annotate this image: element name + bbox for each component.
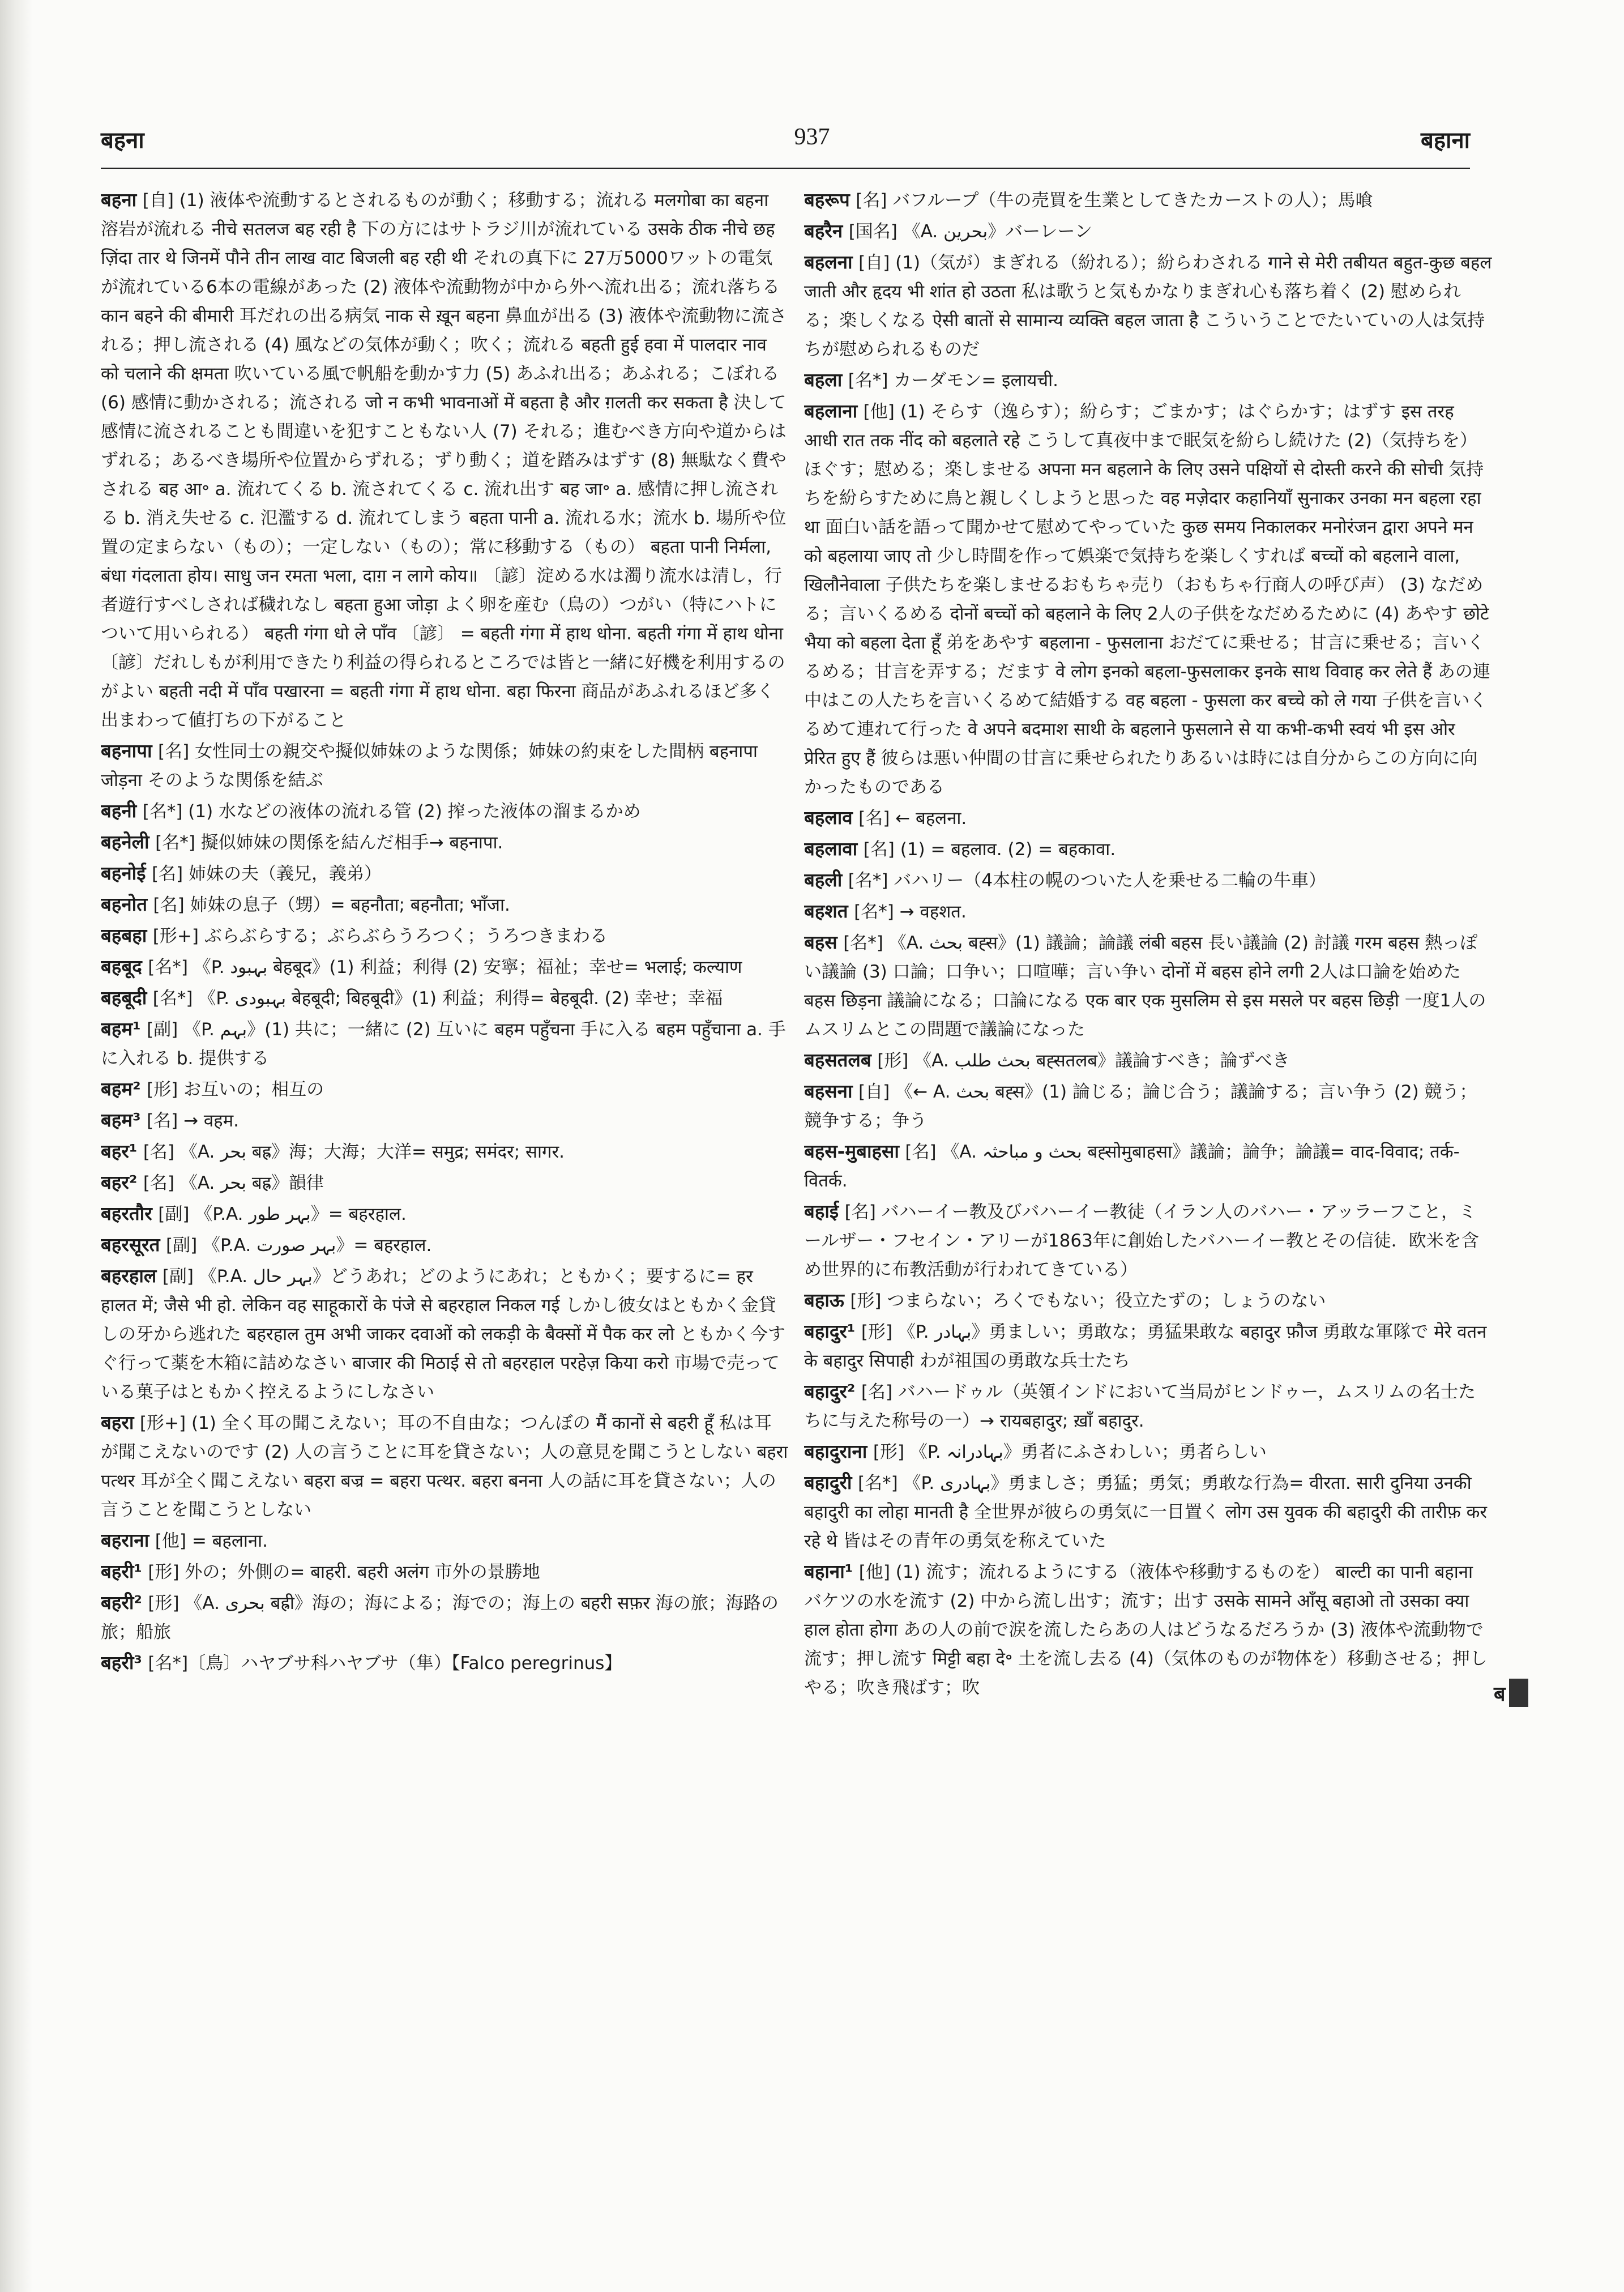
entry-definition: [形] お互いの；相互の <box>147 1079 324 1100</box>
dictionary-entry <box>101 1409 789 1524</box>
dictionary-entry <box>101 1557 789 1586</box>
entry-definition: [名*]〔鳥〕ハヤブサ科ハヤブサ（隼）【Falco peregrinus】 <box>148 1653 622 1674</box>
dictionary-entry <box>804 804 1492 833</box>
dictionary-entry <box>804 1469 1492 1555</box>
dictionary-entry <box>804 897 1492 926</box>
entry-definition: [副] 《P.A. بہر حال》どうあれ；どのようにあれ；ともかく；要するに= हर हालत में; जैसे भी हो. लेकिन वह साहूकारों के पंजे से बहरहाल निकल गई しかし彼女はともかく金貸しの牙から逃れた बहरहाल तुम अभी जाकर दवाओं को लकड़ी के बैक्सों में पैक कर लो ともかく今すぐ行って薬を木箱に詰めなさい बाजार की मिठाई से तो बहरहाल परहेज़ किया करो 市場で売っている菓子はともかく控えるようにしなさい <box>101 1266 785 1402</box>
entry-definition: [形] 《P. بہادر》勇ましい；勇敢な；勇猛果敢な बहादुर फ़ौज 勇敢な軍隊で मेरे वतन के बहादुर सिपाही わが祖国の勇敢な兵士たち <box>804 1322 1487 1371</box>
entry-headword: बहसना <box>804 1080 853 1102</box>
entry-headword: बहम² <box>101 1078 141 1100</box>
entry-headword: बहसतलब <box>804 1049 871 1071</box>
entry-headword: बहनापा <box>101 740 152 762</box>
entry-definition: [副] 《P.A. بہر طور》= बहरहाल. <box>158 1204 407 1224</box>
entry-headword: बहर² <box>101 1171 138 1193</box>
thumb-index-tab <box>1494 1678 1528 1708</box>
dictionary-entry <box>101 1262 789 1406</box>
dictionary-entry <box>101 1231 789 1260</box>
entry-definition: [名*] 《P. بہبود बेहबूद》(1) 利益；利得 (2) 安寧；福祉；幸せ= भलाई; कल्याण <box>148 957 742 978</box>
entry-definition: [名*] 《A. بحث बह्स》(1) 議論；論議 लंबी बहस 長い議論 (2) 討議 गरम बहस 熱っぽい議論 (3) 口論；口争い；口喧嘩；言い争い दोनों में बहस होने लगी 2人は口論を始めた बहस छिड़ना 議論になる；口論になる एक बार एक मुसलिम से इस मसले पर बहस छिड़ी 一度1人のムスリムとこの問題で議論になった <box>804 933 1486 1040</box>
entry-definition: [名] 女性同士の親交や擬似姉妹のような関係；姉妹の約束をした間柄 बहनापा जोड़ना そのような関係を結ぶ <box>101 741 758 791</box>
left-column <box>101 186 789 2259</box>
dictionary-entry <box>101 953 789 981</box>
dictionary-entry <box>804 397 1492 801</box>
entry-headword: बहर¹ <box>101 1140 138 1162</box>
entry-definition: [他] (1) 流す；流れるようにする（液体や移動するものを） बाल्टी का पानी बहाना バケツの水を流す (2) 中から流し出す；流す；出す उसके सामने आँसू बहाओ तो उसका क्या हाल होता होगा あの人の前で涙を流したらあの人はどうなるだろうか (3) 液体や流動物で流す；押し流す मिट्टी बहा दे॰ 土を流し去る (4)（気体のものが物体を）移動させる；押しやる；吹き飛ばす；吹 <box>804 1562 1488 1698</box>
page-number: 937 <box>794 124 830 150</box>
entry-definition: [副] 《P. بہم》(1) 共に；一緒に (2) 互いに बहम पहुँचना 手に入る बहम पहुँचाना a. 手に入れる b. 提供する <box>101 1019 786 1069</box>
dictionary-entry <box>804 1046 1492 1075</box>
dictionary-entry <box>101 1200 789 1228</box>
dictionary-entry <box>804 928 1492 1044</box>
thumb-index-letter: ब <box>1494 1682 1506 1706</box>
dictionary-entry <box>804 1317 1492 1375</box>
entry-headword: बहादुरी <box>804 1471 852 1493</box>
dictionary-entry <box>101 186 789 735</box>
right-guide-word: बहाना <box>1421 127 1470 153</box>
entry-headword: बहाऊ <box>804 1289 844 1311</box>
entry-headword: बहलावा <box>804 838 858 860</box>
entry-definition: [国名] 《A. بحرین》バーレーン <box>848 221 1092 242</box>
entry-headword: बहरूप <box>804 189 850 211</box>
entry-headword: बहरी² <box>101 1591 142 1614</box>
header-rule <box>101 168 1470 169</box>
binding-shadow <box>0 0 33 2292</box>
entry-definition: [名] バハードゥル（英領インドにおいて当局がヒンドゥー，ムスリムの名士たちに与えた称号の一）→ रायबहादुर; ख़ाँ बहादुर. <box>804 1382 1476 1431</box>
entry-headword: बहनोत <box>101 893 148 915</box>
dictionary-entry <box>804 366 1492 395</box>
entry-headword: बहस-मुबाहसा <box>804 1140 899 1162</box>
entry-definition: [自] (1) 液体や流動するとされるものが動く；移動する；流れる मलगोबा का बहना 溶岩が流れる नीचे सतलज बह रही है 下の方にはサトラジ川が流れている उसके ठीक नीचे छह ज़िंदा तार थे जिनमें पौने तीन लाख वाट बिजली बह रही थी それの真下に 27万5000ワットの電気が流れている6本の電線があった (2) 液体や流動物が中から外へ流れ出る；流れ落ちる कान बहने की बीमारी 耳だれの出る病気 नाक से ख़ून बहना 鼻血が出る (3) 液体や流動物に流される；押し流される (4) 風などの気体が動く；吹く；流れる बहती हुई हवा में पालदार नाव को चलाने की क्षमता 吹いている風で帆船を動かす力 (5) あふれ出る；あふれる；こぼれる (6) 感情に動かされる；流される जो न कभी भावनाओं में बहता है और ग़लती कर सकता है 決して感情に流されることも間違いを犯すこともない人 (7) それる；進むべき方向や道からはずれる；あるべき場所や位置からずれる；ずり動く；道を踏みはずす (8) 無駄なく費やされる बह आ॰ a. 流れてくる b. 流されてくる c. 流れ出す बह जा॰ a. 感情に押し流される b. 消え失せる c. 氾濫する d. 流れてしまう बहता पानी a. 流れる水；流水 b. 場所や位置の定まらない（もの）；一定しない（もの）；常に移動する（もの） बहता पानी निर्मला, बंधा गंदलाता होय। साधु जन रमता भला, दाग़ न लागे कोय॥ 〔諺〕淀める水は濁り流水は清し，行者遊行すべしされば穢れなし बहता हुआ जोड़ा よく卵を産む（鳥の）つがい（特にハトについて用いられる） बहती गंगा धो ले पाँव 〔諺〕 = बहती गंगा में हाथ धोना. बहती गंगा में हाथ धोना 〔諺〕だれしもが利用できたり利益の得られるところでは皆と一緒に好機を利用するのがよい बहती नदी में पाँव पखारना = बहती गंगा में हाथ धोना. बहा फिरना 商品があふれるほど多く出まわって値打ちの下がること <box>101 190 787 731</box>
dictionary-entry <box>101 1649 789 1678</box>
entry-headword: बहरहाल <box>101 1265 157 1287</box>
entry-definition: [副] 《P.A. بہر صورت》= बहरहाल. <box>165 1235 432 1256</box>
entry-headword: बहनोई <box>101 862 146 884</box>
left-guide-word: बहना <box>101 127 144 153</box>
entry-definition: [名*] カーダモン= इलायची. <box>848 370 1058 391</box>
dictionary-entry <box>804 248 1492 364</box>
dictionary-entry <box>101 1589 789 1646</box>
entry-definition: [名] ← बहलना. <box>858 808 967 829</box>
entry-definition: [他] (1) そらす（逸らす）；紛らす；ごまかす；はぐらかす；はずす इस तरह आधी रात तक नींद को बहलाते रहे こうして真夜中まで眠気を紛らし続けた (2)（気持ちを）ほぐす；慰める；楽しませる अपना मन बहलाने के लिए उसने पक्षियों से दोस्ती करने की सोची 気持ちを紛らすために鳥と親しくしようと思った वह मज़ेदार कहानियाँ सुनाकर उनका मन बहला रहा था 面白い話を語って聞かせて慰めてやっていた कुछ समय निकालकर मनोरंजन द्वारा अपने मन को बहलाया जाए तो 少し時間を作って娯楽で気持ちを楽しくすれば बच्चों को बहलाने वाला, खिलौनेवाला 子供たちを楽しませるおもちゃ売り（おもちゃ行商人の呼び声） (3) なだめる；言いくるめる दोनों बच्चों को बहलाने के लिए 2人の子供をなだめるために (4) あやす छोटे भैया को बहला देता हूँ 弟をあやす बहलाना - फुसलाना おだてに乗せる；甘言に乗せる；言いくるめる；甘言を弄する；だます वे लोग इनको बहला-फुसलाकर इनके साथ विवाह कर लेते हैं あの連中はこの人たちを言いくるめて結婚する वह बहला - फुसला कर बच्चे को ले गया 子供を言いくるめて連れて行った वे अपने बदमाश साथी के बहलाने फुसलाने से या कभी-कभी स्वयं भी इस ओर प्रेरित हुए हैं 彼らは悪い仲間の甘言に乗せられたりあるいは時には自分からこの方向に向かったものである <box>804 402 1490 797</box>
dictionary-entry <box>101 1015 789 1073</box>
entry-headword: बहरी¹ <box>101 1560 142 1582</box>
dictionary-entry <box>101 1106 789 1135</box>
entry-headword: बहबहा <box>101 924 147 946</box>
right-column <box>804 186 1492 2259</box>
dictionary-entry <box>804 835 1492 864</box>
dictionary-entry <box>804 1437 1492 1466</box>
dictionary-entry <box>101 984 789 1013</box>
entry-headword: बहली <box>804 869 843 891</box>
entry-definition: [名*] 擬似姉妹の関係を結んだ相手→ बहनापा. <box>155 833 503 853</box>
entry-headword: बहबूदी <box>101 987 147 1009</box>
entry-headword: बहादुराना <box>804 1440 867 1462</box>
dictionary-entry <box>101 859 789 888</box>
entry-definition: [名] 姉妹の夫（義兄，義弟） <box>151 864 382 884</box>
dictionary-entry <box>101 1137 789 1166</box>
entry-headword: बहलना <box>804 251 853 273</box>
entry-headword: बहरैन <box>804 220 843 242</box>
entry-definition: [形] 《P. بہادرانہ》勇者にふさわしい；勇者らしい <box>873 1442 1267 1462</box>
dictionary-entry <box>804 866 1492 895</box>
entry-headword: बहरसूरत <box>101 1234 160 1256</box>
entry-definition: [名] バハーイー教及びバハーイー教徒（イラン人のバハー・アッラーフこと，ミールザー・フセイン・アリーが1863年に創始したバハーイー教とその信徒．欧米を含め世界的に布教活動が行われてきている） <box>804 1202 1479 1280</box>
entry-headword: बहबूद <box>101 955 142 978</box>
dictionary-entry <box>804 1377 1492 1435</box>
dictionary-entry <box>804 1557 1492 1702</box>
entry-headword: बहनेली <box>101 831 149 853</box>
entry-definition: [名*] 《P. بہبودی बेहबूदी; बिहबूदी》(1) 利益；利得= बेहबूदी. (2) 幸せ；幸福 <box>152 988 723 1009</box>
dictionary-entry <box>101 828 789 857</box>
entry-headword: बहम¹ <box>101 1018 141 1040</box>
thumb-index-marker <box>1509 1679 1528 1707</box>
entry-definition: [形+] ぶらぶらする；ぶらぶらうろつく；うろつきまわる <box>152 926 608 946</box>
entry-headword: बहनी <box>101 800 137 822</box>
dictionary-entry <box>101 1526 789 1555</box>
dictionary-entry <box>101 921 789 950</box>
entry-headword: बहाना¹ <box>804 1560 853 1582</box>
entry-definition: [自] 《← A. بحث बह्स》(1) 論じる；論じ合う；議論する；言い争う (2) 競う；競争する；争う <box>804 1082 1477 1131</box>
entry-headword: बहला <box>804 369 843 391</box>
entry-definition: [形+] (1) 全く耳の聞こえない；耳の不自由な；つんぼの मैं कानों से बहरी हूँ 私は耳が聞こえないのです (2) 人の言うことに耳を貸さない；人の意見を聞こうとしない बहरा पत्थर 耳が全く聞こえない बहरा बज्र = बहरा पत्थर. बहरा बनना 人の話に耳を貸さない；人の言うことを聞こうとしない <box>101 1413 788 1520</box>
entry-definition: [名*] バハリー（4本柱の幌のついた人を乗せる二輪の牛車） <box>848 870 1327 891</box>
entry-definition: [名*] (1) 水などの液体の流れる管 (2) 搾った液体の溜まるかめ <box>142 801 641 822</box>
entry-definition: [自] (1)（気が）まぎれる（紛れる）；紛らわされる गाने से मेरी तबीयत बहुत-कुछ बहल जाती और हृदय भी शांत हो उठता 私は歌うと気もかなりまぎれ心も落ち着く (2) 慰められる；楽しくなる ऐसी बातों से सामान्य व्यक्ति बहल जाता है こういうことでたいていの人は気持ちが慰められるものだ <box>804 253 1492 360</box>
entry-definition: [名] 姉妹の息子（甥）= बहनौता; बहनौता; भाँजा. <box>153 895 510 915</box>
entry-headword: बहरी³ <box>101 1651 142 1674</box>
dictionary-entry <box>101 890 789 919</box>
dictionary-entry <box>804 1077 1492 1135</box>
entry-headword: बहादुर¹ <box>804 1320 856 1342</box>
entry-definition: [形] つまらない；ろくでもない；役立たずの；しょうのない <box>850 1291 1326 1311</box>
entry-definition: [名] 《A. بحر बह्र》海；大海；大洋= समुद्र; समंदर; सागर. <box>143 1142 565 1162</box>
entry-headword: बहस <box>804 931 837 953</box>
dictionary-entry <box>101 1075 789 1104</box>
entry-definition: [名] 《A. بحث و مباحثہ बह्सोमुबाहसा》議論；論争；論議= वाद-विवाद; तर्क-वितर्क. <box>804 1142 1460 1191</box>
entry-headword: बहादुर² <box>804 1380 856 1402</box>
entry-definition: [名*] → वहशत. <box>854 902 967 922</box>
entry-definition: [名] 《A. بحر बह्र》韻律 <box>143 1173 324 1193</box>
dictionary-entry <box>101 1168 789 1197</box>
entry-headword: बहशत <box>804 900 848 922</box>
entry-definition: [形] 《A. بحری बह्री》海の；海による；海での；海上の बहरी सफ़र 海の旅；海路の旅；船旅 <box>101 1593 779 1642</box>
entry-headword: बहरा <box>101 1411 134 1433</box>
entry-headword: बहाई <box>804 1200 839 1222</box>
entry-definition: [形] 外の；外側の= बाहरी. बहरी अलंग 市外の景勝地 <box>148 1562 540 1582</box>
dictionary-entry <box>804 186 1492 215</box>
entry-headword: बहना <box>101 189 137 211</box>
entry-headword: बहरतौर <box>101 1202 152 1224</box>
entry-headword: बहलाना <box>804 400 858 422</box>
entry-definition: [名] バフループ（牛の売買を生業としてきたカーストの人）；馬喰 <box>856 190 1373 211</box>
entry-headword: बहम³ <box>101 1109 141 1131</box>
entry-headword: बहलाव <box>804 806 853 829</box>
entry-definition: [形] 《A. بحث طلب बह्सतलब》議論すべき；論ずべき <box>877 1051 1290 1071</box>
dictionary-entry <box>101 737 789 795</box>
dictionary-entry <box>804 1137 1492 1195</box>
dictionary-entry <box>101 797 789 826</box>
entry-definition: [名*] 《P. بہادری》勇ましさ；勇猛；勇気；勇敢な行為= वीरता. सारी दुनिया उनकी बहादुरी का लोहा मानती है 全世界が彼らの勇気に一目置く लोग उस युवक की बहादुरी की तारीफ़ कर रहे थे 皆はその青年の勇気を称えていた <box>804 1473 1488 1551</box>
entry-definition: [名] → वहम. <box>147 1111 240 1131</box>
dictionary-entry <box>804 1197 1492 1284</box>
entry-headword: बहराना <box>101 1529 149 1551</box>
dictionary-entry <box>804 217 1492 246</box>
entry-definition: [名] (1) = बहलाव. (2) = बहकावा. <box>863 839 1116 860</box>
dictionary-entry <box>804 1286 1492 1315</box>
entry-definition: [他] = बहलाना. <box>155 1531 268 1551</box>
